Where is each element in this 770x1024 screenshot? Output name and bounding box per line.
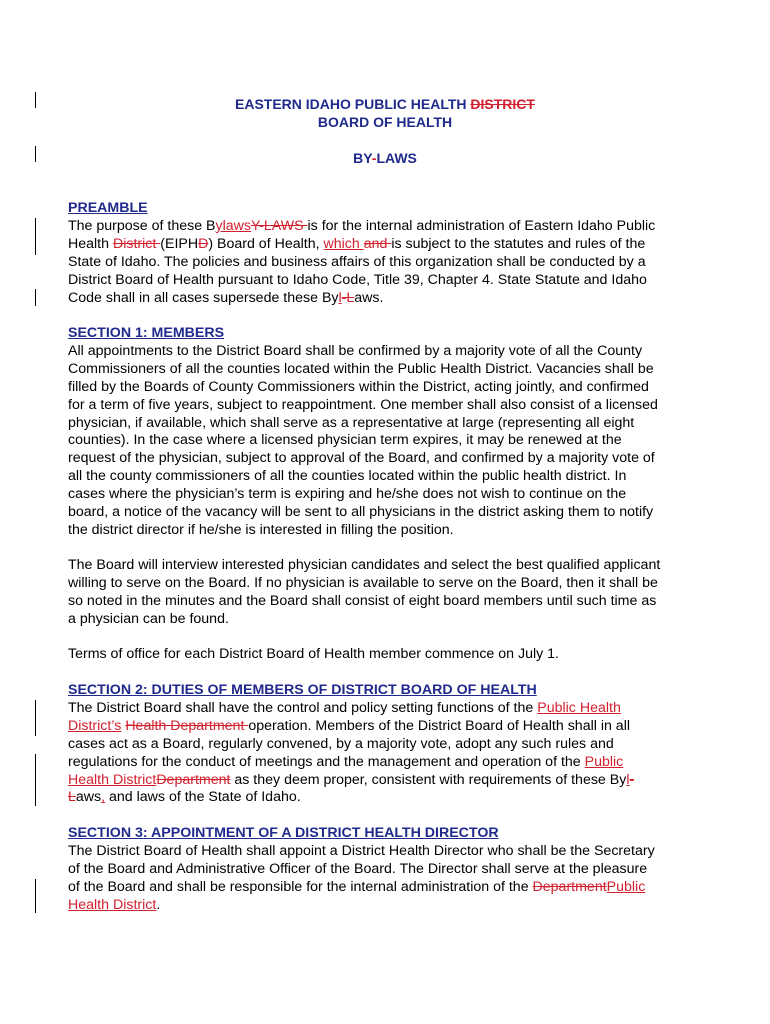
change-bar	[35, 754, 36, 806]
change-bar	[35, 218, 36, 255]
title-text: EASTERN IDAHO PUBLIC HEALTH	[235, 96, 471, 112]
paragraph-line: counties). In the case where a licensed physician term expires, it may be renewed at the	[68, 432, 622, 449]
paragraph-line: request of the physician, subject to approval of the Board, and confirmed by a majority vote of	[68, 450, 655, 467]
paragraph-line: board, a notice of the vacancy will be sent to all physicians in the district asking them to notify	[68, 504, 654, 521]
paragraph-line: cases where the physician’s term is expiring and he/she does not wish to continue on the	[68, 486, 627, 503]
bylaws-text: BY	[353, 150, 372, 166]
paragraph-line: the district director if he/she is interested in filling the position.	[68, 521, 454, 538]
bylaws-title	[0, 149, 770, 167]
paragraph-line: Code shall in all cases supersede these Byl-Laws.	[68, 289, 384, 306]
paragraph-line: The purpose of these BylawsY-LAWS is for the internal administration of Eastern Idaho Public	[68, 217, 656, 234]
paragraph-line: physician, if available, which shall serve as a representative at large (representing all eight	[68, 414, 635, 431]
paragraph-line: Health District (EIPHD) Board of Health, which and is subject to the statutes and rules of the	[68, 235, 646, 252]
document-title	[0, 95, 770, 113]
section-heading: SECTION 3: APPOINTMENT OF A DISTRICT HEALTH DIRECTOR	[68, 825, 499, 841]
paragraph-line: regulations for the conduct of meetings and the management and operation of the Public	[68, 753, 624, 770]
paragraph-line: of the Board and shall be responsible for the internal administration of the DepartmentPublic	[68, 878, 646, 895]
section-2	[68, 682, 708, 807]
paragraph-line: so noted in the minutes and the Board shall consist of eight board members until such time as	[68, 592, 657, 609]
paragraph-line: filled by the Boards of County Commissioners within the District, acting jointly, and confirmed	[68, 378, 649, 395]
subtitle-text: BOARD OF HEALTH	[317, 114, 453, 130]
paragraph-line: The District Board of Health shall appoint a District Health Director who shall be the Secretary	[68, 842, 655, 859]
bylaws-text: LAWS	[376, 150, 417, 166]
change-bar	[35, 289, 36, 306]
paragraph-line: Health DistrictDepartment as they deem proper, consistent with requirements of these Byl-	[68, 771, 635, 788]
paragraph-line: Health District.	[68, 896, 161, 913]
section-1-paragraph-2	[68, 557, 708, 629]
change-bar	[35, 700, 36, 736]
paragraph-line: Laws, and laws of the State of Idaho.	[68, 789, 301, 806]
section-1	[68, 325, 708, 540]
deleted-text: DISTRICT	[470, 96, 535, 112]
preamble-section	[68, 200, 708, 307]
document-subtitle	[0, 113, 770, 131]
paragraph-line: Terms of office for each District Board of Health member commence on July 1.	[68, 646, 559, 662]
paragraph-line: for a term of five years, subject to reappointment. One member shall also consist of a licensed	[68, 396, 658, 413]
paragraph-line: willing to serve on the Board. If no physician is available to serve on the Board, then it shall be	[68, 574, 658, 591]
paragraph-line: District Board of Health pursuant to Idaho Code, Title 39, Chapter 4. State Statute and Idaho	[68, 271, 647, 288]
paragraph-line: a physician can be found.	[68, 610, 229, 627]
paragraph-line: The District Board shall have the control and policy setting functions of the Public Health	[68, 699, 621, 716]
paragraph-line: all the county commissioners of all the counties located within the public health district. In	[68, 468, 627, 485]
section-heading: SECTION 1: MEMBERS	[68, 325, 225, 341]
paragraph-line: Commissioners of all the counties located within the Public Health District. Vacancies shall be	[68, 360, 654, 377]
section-3	[68, 825, 708, 915]
inserted-text: -	[371, 150, 377, 166]
paragraph-line: District’s Health Department operation. Members of the District Board of Health shall in all	[68, 717, 631, 734]
section-heading: PREAMBLE	[68, 200, 148, 216]
paragraph-line: State of Idaho. The policies and business affairs of this organization shall be conducted by a	[68, 253, 646, 270]
paragraph-line: All appointments to the District Board shall be confirmed by a majority vote of all the County	[68, 342, 643, 359]
section-1-paragraph-3	[68, 646, 708, 664]
section-heading: SECTION 2: DUTIES OF MEMBERS OF DISTRICT BOARD OF HEALTH	[68, 682, 537, 698]
change-bar	[35, 879, 36, 913]
paragraph-line: The Board will interview interested physician candidates and select the best qualified applicant	[68, 557, 661, 573]
paragraph-line: cases act as a Board, regularly convened, by a majority vote, adopt any such rules and	[68, 735, 614, 752]
paragraph-line: of the Board and Administrative Officer of the Board. The Director shall serve at the pleasure	[68, 860, 648, 877]
